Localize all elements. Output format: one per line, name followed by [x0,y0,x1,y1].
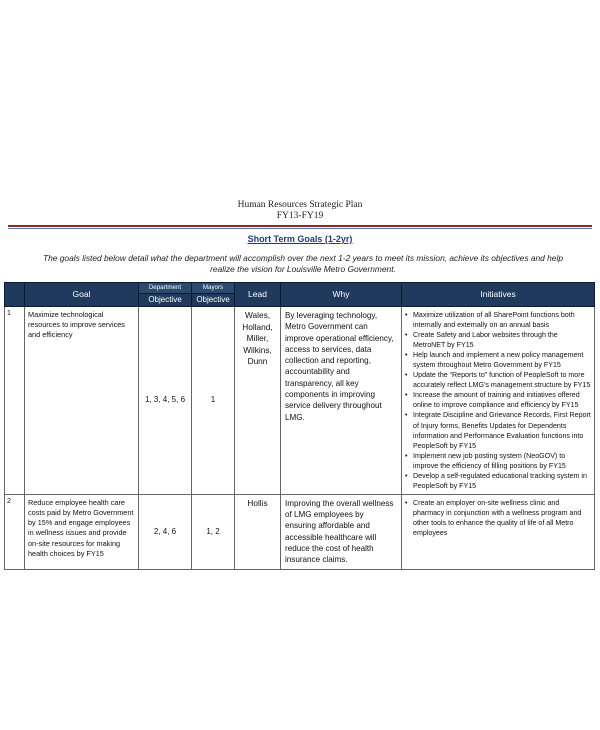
section-heading: Short Term Goals (1-2yr) [247,234,353,244]
row-number: 2 [5,494,25,569]
initiative-item: • Integrate Discipline and Grievance Records, First Report of Injury forms, Benefits Updates for Dependents information and Performance Evaluation functions into PeopleSoft by FY15 [405,410,591,450]
why-cell: Improving the overall wellness of LMG employees by ensuring affordable and accessible healthcare will reduce the cost of health insurance claims. [281,494,402,569]
mayors-objective-cell: 1 [192,307,235,495]
initiative-item: • Update the “Reports to” function of PeopleSoft to more accurately reflect LMG’s management structure by FY15 [405,370,591,390]
initiative-item: • Create an employer on-site wellness clinic and pharmacy in conjunction with a wellness program and other tools to enhance the quality of life of all Metro employees [405,498,591,538]
header-goal: Goal [25,283,139,307]
header-mayors-top: Mayors [192,283,234,294]
document-title-block [0,200,600,222]
row-number: 1 [5,307,25,495]
initiative-item: • Develop a self-regulated educational tracking system in PeopleSoft by FY15 [405,471,591,491]
mayors-objective-cell: 1, 2 [192,494,235,569]
initiative-item: • Create Safety and Labor websites through the MetroNET by FY15 [405,330,591,350]
initiative-item: • Help launch and implement a new policy management system throughout Metro Government by FY15 [405,350,591,370]
table-header-row [5,283,595,307]
header-department-top: Department [139,283,191,294]
title-divider-red [8,225,592,227]
intro-paragraph: The goals listed below detail what the department will accomplish over the next 1-2 years to meet its mission, achieve its objectives and help realize the vision for Louisville Metro Government. [43,253,563,274]
header-department-objective [139,283,192,307]
header-initiatives: Initiatives [402,283,595,307]
header-mayors-objective [192,283,235,307]
table-row [5,494,595,569]
goals-table [4,282,595,570]
goal-cell: Reduce employee health care costs paid by Metro Government by 15% and engage employees in wellness issues and provide on-site resources for making health choices by FY15 [25,494,139,569]
initiatives-cell [402,307,595,495]
initiatives-list [405,498,591,538]
initiative-item: • Increase the amount of training and initiatives offered online to improve compliance and efficiency by FY15 [405,390,591,410]
title-divider-blue [8,228,592,229]
department-objective-cell: 1, 3, 4, 5, 6 [139,307,192,495]
header-mayors-objective-label: Objective [196,295,230,304]
initiatives-cell [402,494,595,569]
goal-cell: Maximize technological resources to improve services and efficiency [25,307,139,495]
initiatives-list [405,310,591,491]
table-row [5,307,595,495]
lead-cell: Hollis [235,494,281,569]
lead-cell: Wales, Holland, Miller, Wilkins, Dunn [235,307,281,495]
header-number [5,283,25,307]
initiative-item: • Maximize utilization of all SharePoint functions both internally and externally on an annual basis [405,310,591,330]
initiative-item: • Implement new job posting system (NeoGOV) to improve the efficiency of filling positions by FY15 [405,451,591,471]
header-department-objective-label: Objective [148,295,182,304]
document-title: Human Resources Strategic Plan [237,200,363,210]
why-cell: By leveraging technology, Metro Government can improve operational efficiency, access to services, data collection and reporting, accountability and transparency, all key components in improving service delivery throughout LMG. [281,307,402,495]
document-subtitle: FY13-FY19 [276,211,324,221]
department-objective-cell: 2, 4, 6 [139,494,192,569]
header-why: Why [281,283,402,307]
header-lead: Lead [235,283,281,307]
